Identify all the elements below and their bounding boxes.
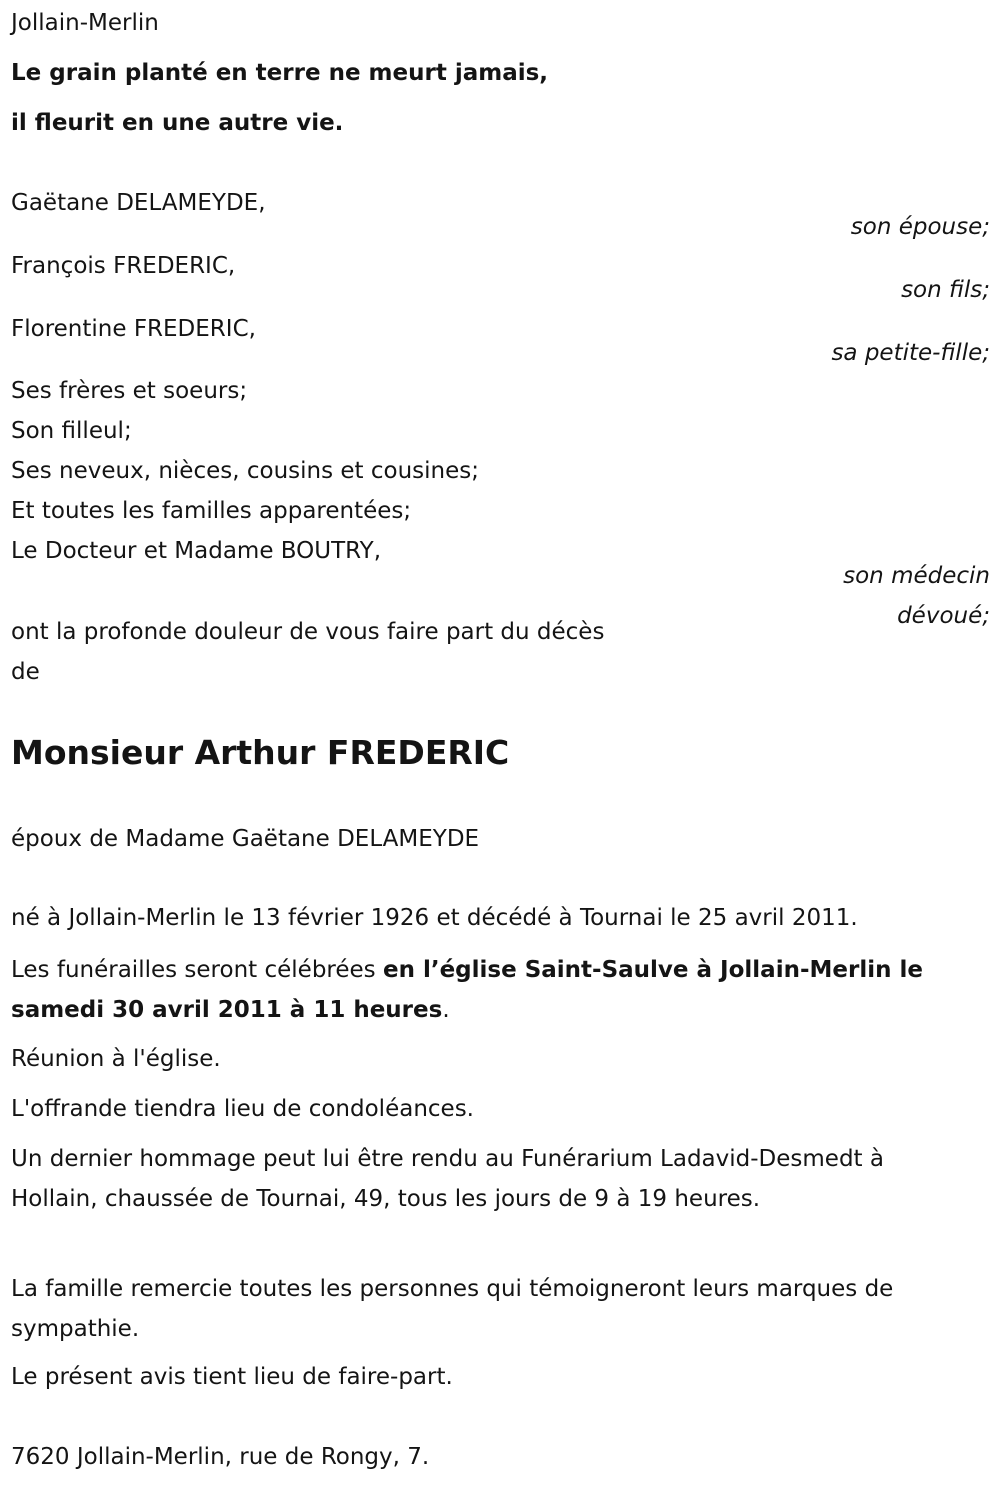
tribute-paragraph: Un dernier hommage peut lui être rendu au Funérarium Ladavid-Desmedt à Hollain, chaussée de Tournai, 49, tous les jours de 9 à 19 heures. [11, 1146, 884, 1212]
funeral-prefix: Les funérailles seront célébrées [11, 957, 383, 983]
doctor-relation-line-2: dévoué; [897, 603, 990, 629]
family-name-son: François FREDERIC, [11, 253, 236, 279]
family-relation-son: son fils; [901, 277, 990, 303]
born-died-text: né à Jollain-Merlin le 13 février 1926 et décédé à Tournai le 25 avril 2011. [11, 905, 858, 931]
quote-line-2: il fleurit en une autre vie. [11, 110, 344, 136]
relatives-line: Son filleul; [11, 418, 132, 444]
notice-text: Le présent avis tient lieu de faire-part. [11, 1364, 453, 1390]
relatives-line: Ses neveux, nièces, cousins et cousines; [11, 458, 480, 484]
family-name-spouse: Gaëtane DELAMEYDE, [11, 190, 266, 216]
quote-line-1: Le grain planté en terre ne meurt jamais, [11, 60, 549, 86]
family-name-granddaughter: Florentine FREDERIC, [11, 316, 256, 342]
deceased-spouse: époux de Madame Gaëtane DELAMEYDE [11, 826, 480, 852]
funeral-suffix: . [442, 997, 450, 1023]
doctor-relation-line-1: son médecin [843, 563, 990, 589]
funeral-location-date: en l’église Saint-Saulve à Jollain-Merlin le samedi 30 avril 2011 à 11 heures [11, 957, 923, 1023]
location-heading: Jollain-Merlin [11, 10, 159, 36]
deceased-name: Monsieur Arthur FREDERIC [11, 733, 510, 772]
thanks-paragraph: La famille remercie toutes les personnes qui témoigneront leurs marques de sympathie. [11, 1276, 894, 1342]
announcement-line-2: de [11, 659, 40, 685]
funeral-paragraph [11, 950, 986, 1030]
family-relation-granddaughter: sa petite-fille; [831, 340, 990, 366]
relatives-line: Ses frères et soeurs; [11, 378, 248, 404]
relatives-line-doctor: Le Docteur et Madame BOUTRY, [11, 538, 382, 564]
address-text: 7620 Jollain-Merlin, rue de Rongy, 7. [11, 1444, 430, 1470]
relatives-line: Et toutes les familles apparentées; [11, 498, 412, 524]
meeting-text: Réunion à l'église. [11, 1046, 221, 1072]
family-relation-spouse: son épouse; [850, 214, 990, 240]
announcement-line-1: ont la profonde douleur de vous faire part du décès [11, 619, 605, 645]
offering-text: L'offrande tiendra lieu de condoléances. [11, 1096, 474, 1122]
